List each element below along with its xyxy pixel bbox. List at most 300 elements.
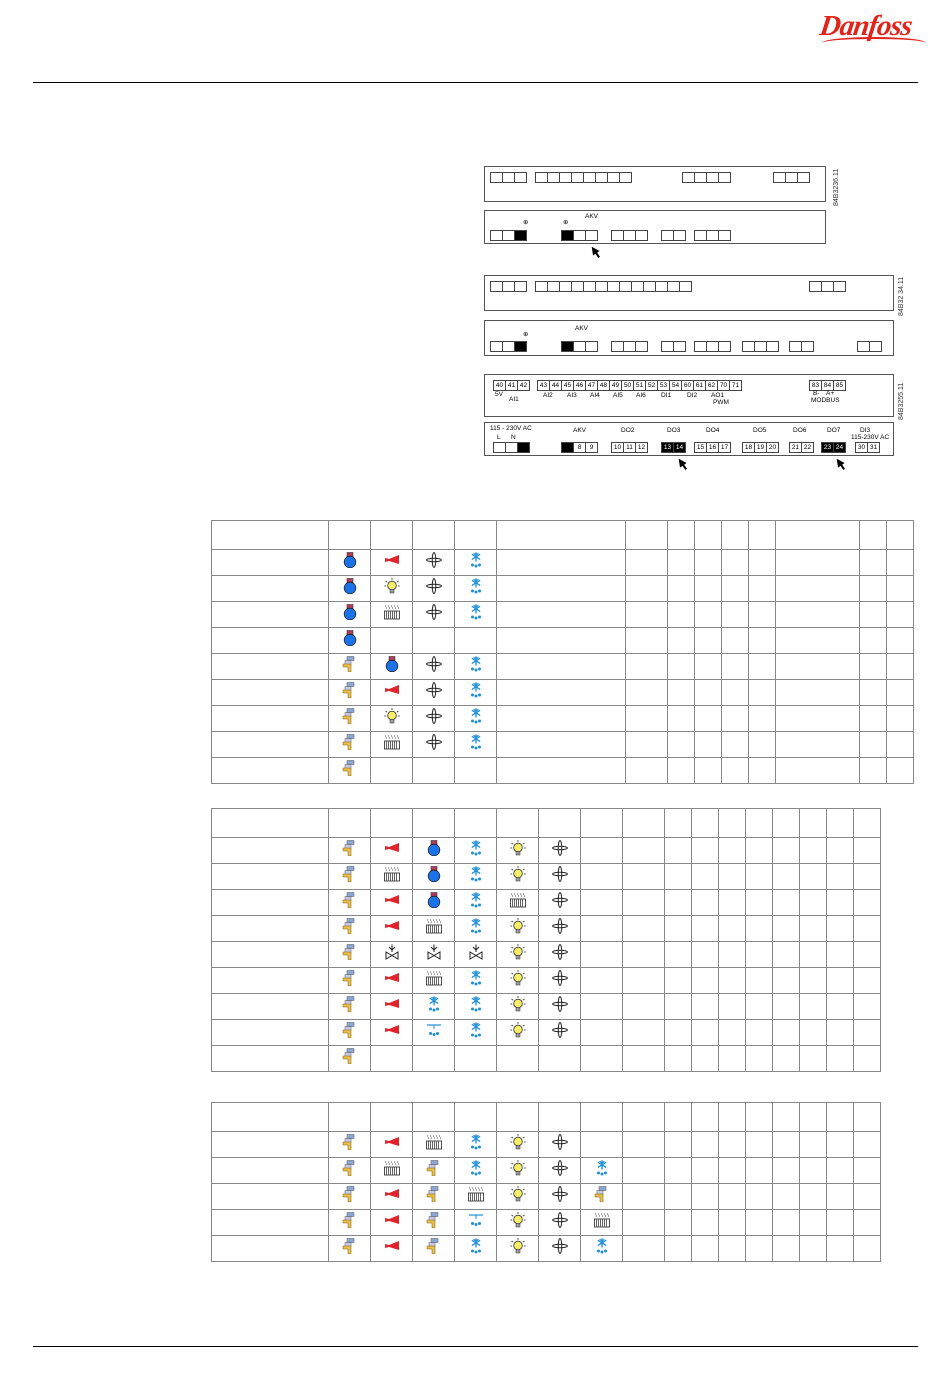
defrost-icon xyxy=(468,895,484,912)
table-cell xyxy=(668,732,695,758)
table-cell xyxy=(719,1236,746,1262)
compressor-icon xyxy=(342,581,358,598)
table-cell xyxy=(212,1184,329,1210)
fan-icon xyxy=(426,685,442,702)
valve-icon xyxy=(342,1163,358,1180)
fan-icon xyxy=(552,1215,568,1232)
table-cell xyxy=(800,809,827,838)
table-cell xyxy=(668,654,695,680)
table-cell xyxy=(746,1132,773,1158)
table-cell xyxy=(497,680,626,706)
application-table-1 xyxy=(211,520,914,784)
table-cell xyxy=(539,968,581,994)
light-icon xyxy=(510,1025,526,1042)
table-cell xyxy=(827,890,854,916)
table-cell xyxy=(371,521,413,550)
valve-icon xyxy=(342,1137,358,1154)
compressor-icon xyxy=(426,869,442,886)
table-cell xyxy=(665,968,692,994)
table-cell xyxy=(455,1210,497,1236)
defrost-icon xyxy=(594,1163,610,1180)
table-cell xyxy=(413,758,455,784)
valve-icon xyxy=(426,1189,442,1206)
horn-icon xyxy=(384,895,400,912)
table-cell xyxy=(827,1020,854,1046)
table-cell xyxy=(665,1020,692,1046)
table-cell xyxy=(695,550,722,576)
fan-icon xyxy=(552,947,568,964)
table-cell xyxy=(719,809,746,838)
table-cell xyxy=(581,890,623,916)
table-row xyxy=(212,838,881,864)
defrost-icon xyxy=(468,737,484,754)
table-cell xyxy=(854,838,881,864)
horn-icon xyxy=(384,999,400,1016)
table-cell xyxy=(695,680,722,706)
valve-icon xyxy=(342,763,358,780)
fan-icon xyxy=(552,1163,568,1180)
table-cell xyxy=(497,1158,539,1184)
table-header-row xyxy=(212,809,881,838)
horn-icon xyxy=(384,973,400,990)
table-cell xyxy=(668,680,695,706)
table-cell xyxy=(692,1158,719,1184)
table-cell xyxy=(692,809,719,838)
panel-code: 84B32 34.11 xyxy=(898,276,905,316)
table-cell xyxy=(827,1132,854,1158)
light-icon xyxy=(510,999,526,1016)
valve-icon xyxy=(342,973,358,990)
table-cell xyxy=(623,1210,665,1236)
table-cell xyxy=(212,916,329,942)
table-cell xyxy=(581,1184,623,1210)
table-cell xyxy=(887,706,914,732)
table-cell xyxy=(722,521,749,550)
table-cell xyxy=(371,732,413,758)
table-cell xyxy=(773,1046,800,1072)
table-row xyxy=(212,576,914,602)
table-cell xyxy=(860,654,887,680)
table-row xyxy=(212,968,881,994)
table-cell xyxy=(371,1210,413,1236)
table-cell xyxy=(497,1103,539,1132)
table-cell xyxy=(773,1210,800,1236)
table-cell xyxy=(746,994,773,1020)
valve-icon xyxy=(426,1215,442,1232)
table-cell xyxy=(371,576,413,602)
table-cell xyxy=(854,890,881,916)
table-cell xyxy=(329,916,371,942)
table-row xyxy=(212,1158,881,1184)
table-cell xyxy=(455,864,497,890)
table-cell xyxy=(800,864,827,890)
table-cell xyxy=(497,942,539,968)
heater-icon xyxy=(384,1163,400,1180)
table-cell xyxy=(800,994,827,1020)
table-cell xyxy=(887,654,914,680)
table-cell xyxy=(497,628,626,654)
table-cell xyxy=(455,1103,497,1132)
table-cell xyxy=(212,809,329,838)
table-cell xyxy=(212,942,329,968)
table-cell xyxy=(800,890,827,916)
table-cell xyxy=(581,1158,623,1184)
table-cell xyxy=(497,1046,539,1072)
table-row xyxy=(212,628,914,654)
table-cell xyxy=(539,1210,581,1236)
table-cell xyxy=(626,628,668,654)
table-row xyxy=(212,1236,881,1262)
table-cell xyxy=(212,1103,329,1132)
table-cell xyxy=(695,654,722,680)
fan-icon xyxy=(426,607,442,624)
table-cell xyxy=(860,628,887,654)
table-cell xyxy=(623,890,665,916)
panel-code: 84B3236.11 xyxy=(833,168,840,206)
table-row xyxy=(212,758,914,784)
table-cell xyxy=(854,1184,881,1210)
fan-icon xyxy=(552,1241,568,1258)
table-cell xyxy=(212,602,329,628)
table-cell xyxy=(749,758,776,784)
compressor-icon xyxy=(342,633,358,650)
table-cell xyxy=(860,706,887,732)
table-cell xyxy=(692,994,719,1020)
table-cell xyxy=(626,521,668,550)
compressor-icon xyxy=(426,843,442,860)
table-cell xyxy=(854,1103,881,1132)
table-cell xyxy=(746,1210,773,1236)
table-cell xyxy=(455,732,497,758)
table-cell xyxy=(695,576,722,602)
valve-icon xyxy=(594,1189,610,1206)
table-cell xyxy=(860,732,887,758)
table-cell xyxy=(692,1210,719,1236)
hotgas-icon xyxy=(426,947,442,964)
table-cell xyxy=(329,1046,371,1072)
table-cell xyxy=(665,838,692,864)
table-cell xyxy=(776,628,860,654)
fan-icon xyxy=(426,555,442,572)
table-cell xyxy=(623,809,665,838)
table-cell xyxy=(539,942,581,968)
table-cell xyxy=(539,1236,581,1262)
table-cell xyxy=(668,521,695,550)
table-cell xyxy=(692,1184,719,1210)
table-cell xyxy=(455,968,497,994)
horn-icon xyxy=(384,843,400,860)
footer-rule xyxy=(33,1346,918,1347)
defrost-icon xyxy=(468,711,484,728)
table-cell xyxy=(746,864,773,890)
defrost-icon xyxy=(468,921,484,938)
table-row xyxy=(212,1020,881,1046)
wiring-panel-6: 115 - 230V AC L N 8 9 AKV DO2 10 11 12 DO3 13 14 DO4 15 16 17 DO5 18 19 20 DO6 21 22 DO7 23 24 DI3 115-230V AC 30 31 xyxy=(484,422,894,456)
table-cell xyxy=(854,916,881,942)
table-cell xyxy=(413,1046,455,1072)
valve-icon xyxy=(342,921,358,938)
table-cell xyxy=(455,890,497,916)
table-cell xyxy=(776,732,860,758)
table-cell xyxy=(887,576,914,602)
valve-icon xyxy=(342,711,358,728)
table-cell xyxy=(626,706,668,732)
light-icon xyxy=(510,973,526,990)
table-cell xyxy=(329,994,371,1020)
table-cell xyxy=(773,1158,800,1184)
table-cell xyxy=(539,1020,581,1046)
horn-icon xyxy=(384,1025,400,1042)
table-cell xyxy=(413,864,455,890)
table-cell xyxy=(497,758,626,784)
table-cell xyxy=(626,602,668,628)
table-cell xyxy=(722,628,749,654)
table-cell xyxy=(413,916,455,942)
table-cell xyxy=(212,994,329,1020)
table-row xyxy=(212,864,881,890)
table-cell xyxy=(665,1103,692,1132)
table-cell xyxy=(623,968,665,994)
heater-icon xyxy=(384,737,400,754)
table-cell xyxy=(413,1103,455,1132)
table-cell xyxy=(329,550,371,576)
table-cell xyxy=(371,942,413,968)
table-cell xyxy=(371,916,413,942)
table-row xyxy=(212,1184,881,1210)
table-cell xyxy=(371,654,413,680)
table-cell xyxy=(800,1020,827,1046)
danfoss-logo xyxy=(817,6,932,50)
table-cell xyxy=(776,758,860,784)
table-cell xyxy=(371,809,413,838)
table-cell xyxy=(773,1132,800,1158)
table-cell xyxy=(773,809,800,838)
table-cell xyxy=(746,942,773,968)
table-cell xyxy=(497,706,626,732)
table-cell xyxy=(746,1184,773,1210)
table-cell xyxy=(329,1184,371,1210)
table-cell xyxy=(212,706,329,732)
valve-icon xyxy=(342,869,358,886)
table-cell xyxy=(719,1020,746,1046)
table-cell xyxy=(212,576,329,602)
defrost-icon xyxy=(468,869,484,886)
table-cell xyxy=(746,1158,773,1184)
table-cell xyxy=(665,1210,692,1236)
fan-icon xyxy=(426,659,442,676)
table-cell xyxy=(773,942,800,968)
table-cell xyxy=(827,864,854,890)
table-cell xyxy=(692,864,719,890)
table-cell xyxy=(695,602,722,628)
table-cell xyxy=(692,1103,719,1132)
table-cell xyxy=(800,1210,827,1236)
valve-icon xyxy=(342,843,358,860)
table-row xyxy=(212,550,914,576)
table-cell xyxy=(692,1236,719,1262)
table-cell xyxy=(695,758,722,784)
table-cell xyxy=(722,576,749,602)
table-cell xyxy=(212,864,329,890)
table-cell xyxy=(749,732,776,758)
table-cell xyxy=(887,732,914,758)
table-cell xyxy=(887,550,914,576)
table-cell xyxy=(887,680,914,706)
table-cell xyxy=(773,864,800,890)
valve-icon xyxy=(342,1051,358,1068)
table-cell xyxy=(749,706,776,732)
table-cell xyxy=(497,732,626,758)
table-cell xyxy=(497,654,626,680)
table-cell xyxy=(854,1236,881,1262)
table-cell xyxy=(212,680,329,706)
table-cell xyxy=(455,680,497,706)
table-cell xyxy=(212,1046,329,1072)
table-cell xyxy=(623,1020,665,1046)
table-cell xyxy=(455,1184,497,1210)
table-cell xyxy=(887,628,914,654)
table-cell xyxy=(692,1132,719,1158)
fan-icon xyxy=(552,999,568,1016)
table-cell xyxy=(413,1184,455,1210)
horn-icon xyxy=(384,1241,400,1258)
table-cell xyxy=(854,942,881,968)
table-cell xyxy=(371,680,413,706)
table-cell xyxy=(776,521,860,550)
table-cell xyxy=(827,942,854,968)
heater-icon xyxy=(594,1215,610,1232)
defrost-icon xyxy=(468,1025,484,1042)
table-cell xyxy=(746,838,773,864)
table-cell xyxy=(497,838,539,864)
application-table-3 xyxy=(211,1102,881,1262)
table-cell xyxy=(746,1020,773,1046)
table-row xyxy=(212,706,914,732)
table-cell xyxy=(371,1046,413,1072)
table-cell xyxy=(413,968,455,994)
table-cell xyxy=(827,1103,854,1132)
table-cell xyxy=(539,1046,581,1072)
valve-icon xyxy=(342,1025,358,1042)
table-row xyxy=(212,654,914,680)
table-cell xyxy=(827,1184,854,1210)
fan-icon xyxy=(426,737,442,754)
table-cell xyxy=(455,550,497,576)
table-cell xyxy=(827,916,854,942)
table-cell xyxy=(329,809,371,838)
hotgas-icon xyxy=(468,947,484,964)
table-cell xyxy=(626,758,668,784)
table-cell xyxy=(212,1236,329,1262)
table-row xyxy=(212,680,914,706)
horn-icon xyxy=(384,921,400,938)
table-cell xyxy=(800,1236,827,1262)
table-cell xyxy=(722,732,749,758)
table-cell xyxy=(746,916,773,942)
table-cell xyxy=(581,1103,623,1132)
table-cell xyxy=(827,1210,854,1236)
defrost-icon xyxy=(468,581,484,598)
table-cell xyxy=(329,890,371,916)
fan-icon xyxy=(552,1137,568,1154)
table-cell xyxy=(413,994,455,1020)
table-cell xyxy=(212,758,329,784)
table-cell xyxy=(329,758,371,784)
table-cell xyxy=(800,1132,827,1158)
table-cell xyxy=(212,628,329,654)
valve-icon xyxy=(342,1189,358,1206)
fan-icon xyxy=(552,843,568,860)
table-cell xyxy=(371,968,413,994)
table-row xyxy=(212,942,881,968)
table-cell xyxy=(854,1210,881,1236)
table-cell xyxy=(329,654,371,680)
table-cell xyxy=(497,576,626,602)
table-cell xyxy=(371,602,413,628)
application-table-2 xyxy=(211,808,881,1072)
panel-code: 84B3255.11 xyxy=(898,382,905,420)
table-cell xyxy=(329,864,371,890)
table-cell xyxy=(413,1236,455,1262)
table-cell xyxy=(719,1103,746,1132)
table-cell xyxy=(455,994,497,1020)
table-cell xyxy=(860,758,887,784)
defrost-icon xyxy=(468,607,484,624)
table-cell xyxy=(800,1046,827,1072)
table-cell xyxy=(773,1184,800,1210)
horn-icon xyxy=(384,1137,400,1154)
table-cell xyxy=(827,968,854,994)
valve-icon xyxy=(342,895,358,912)
fan-icon xyxy=(552,895,568,912)
defrost-icon xyxy=(468,973,484,990)
light-icon xyxy=(510,1189,526,1206)
pointer-arrow xyxy=(833,456,844,467)
table-cell xyxy=(722,680,749,706)
table-cell xyxy=(695,706,722,732)
table-cell xyxy=(800,1103,827,1132)
table-cell xyxy=(413,550,455,576)
table-cell xyxy=(455,602,497,628)
table-cell xyxy=(623,1236,665,1262)
table-cell xyxy=(539,864,581,890)
table-cell xyxy=(413,732,455,758)
table-cell xyxy=(854,968,881,994)
table-cell xyxy=(623,1103,665,1132)
table-cell xyxy=(581,1236,623,1262)
table-cell xyxy=(749,602,776,628)
table-cell xyxy=(329,1020,371,1046)
table-cell xyxy=(692,942,719,968)
table-cell xyxy=(413,521,455,550)
horn-icon xyxy=(384,555,400,572)
fan-icon xyxy=(552,1025,568,1042)
table-cell xyxy=(854,994,881,1020)
table-cell xyxy=(212,838,329,864)
table-cell xyxy=(719,1210,746,1236)
logo-swoosh xyxy=(822,37,926,49)
table-cell xyxy=(455,1132,497,1158)
table-cell xyxy=(665,1158,692,1184)
table-cell xyxy=(773,838,800,864)
table-cell xyxy=(749,628,776,654)
table-cell xyxy=(455,758,497,784)
table-row xyxy=(212,732,914,758)
table-cell xyxy=(539,838,581,864)
table-cell xyxy=(719,864,746,890)
light-icon xyxy=(510,1163,526,1180)
table-cell xyxy=(626,654,668,680)
